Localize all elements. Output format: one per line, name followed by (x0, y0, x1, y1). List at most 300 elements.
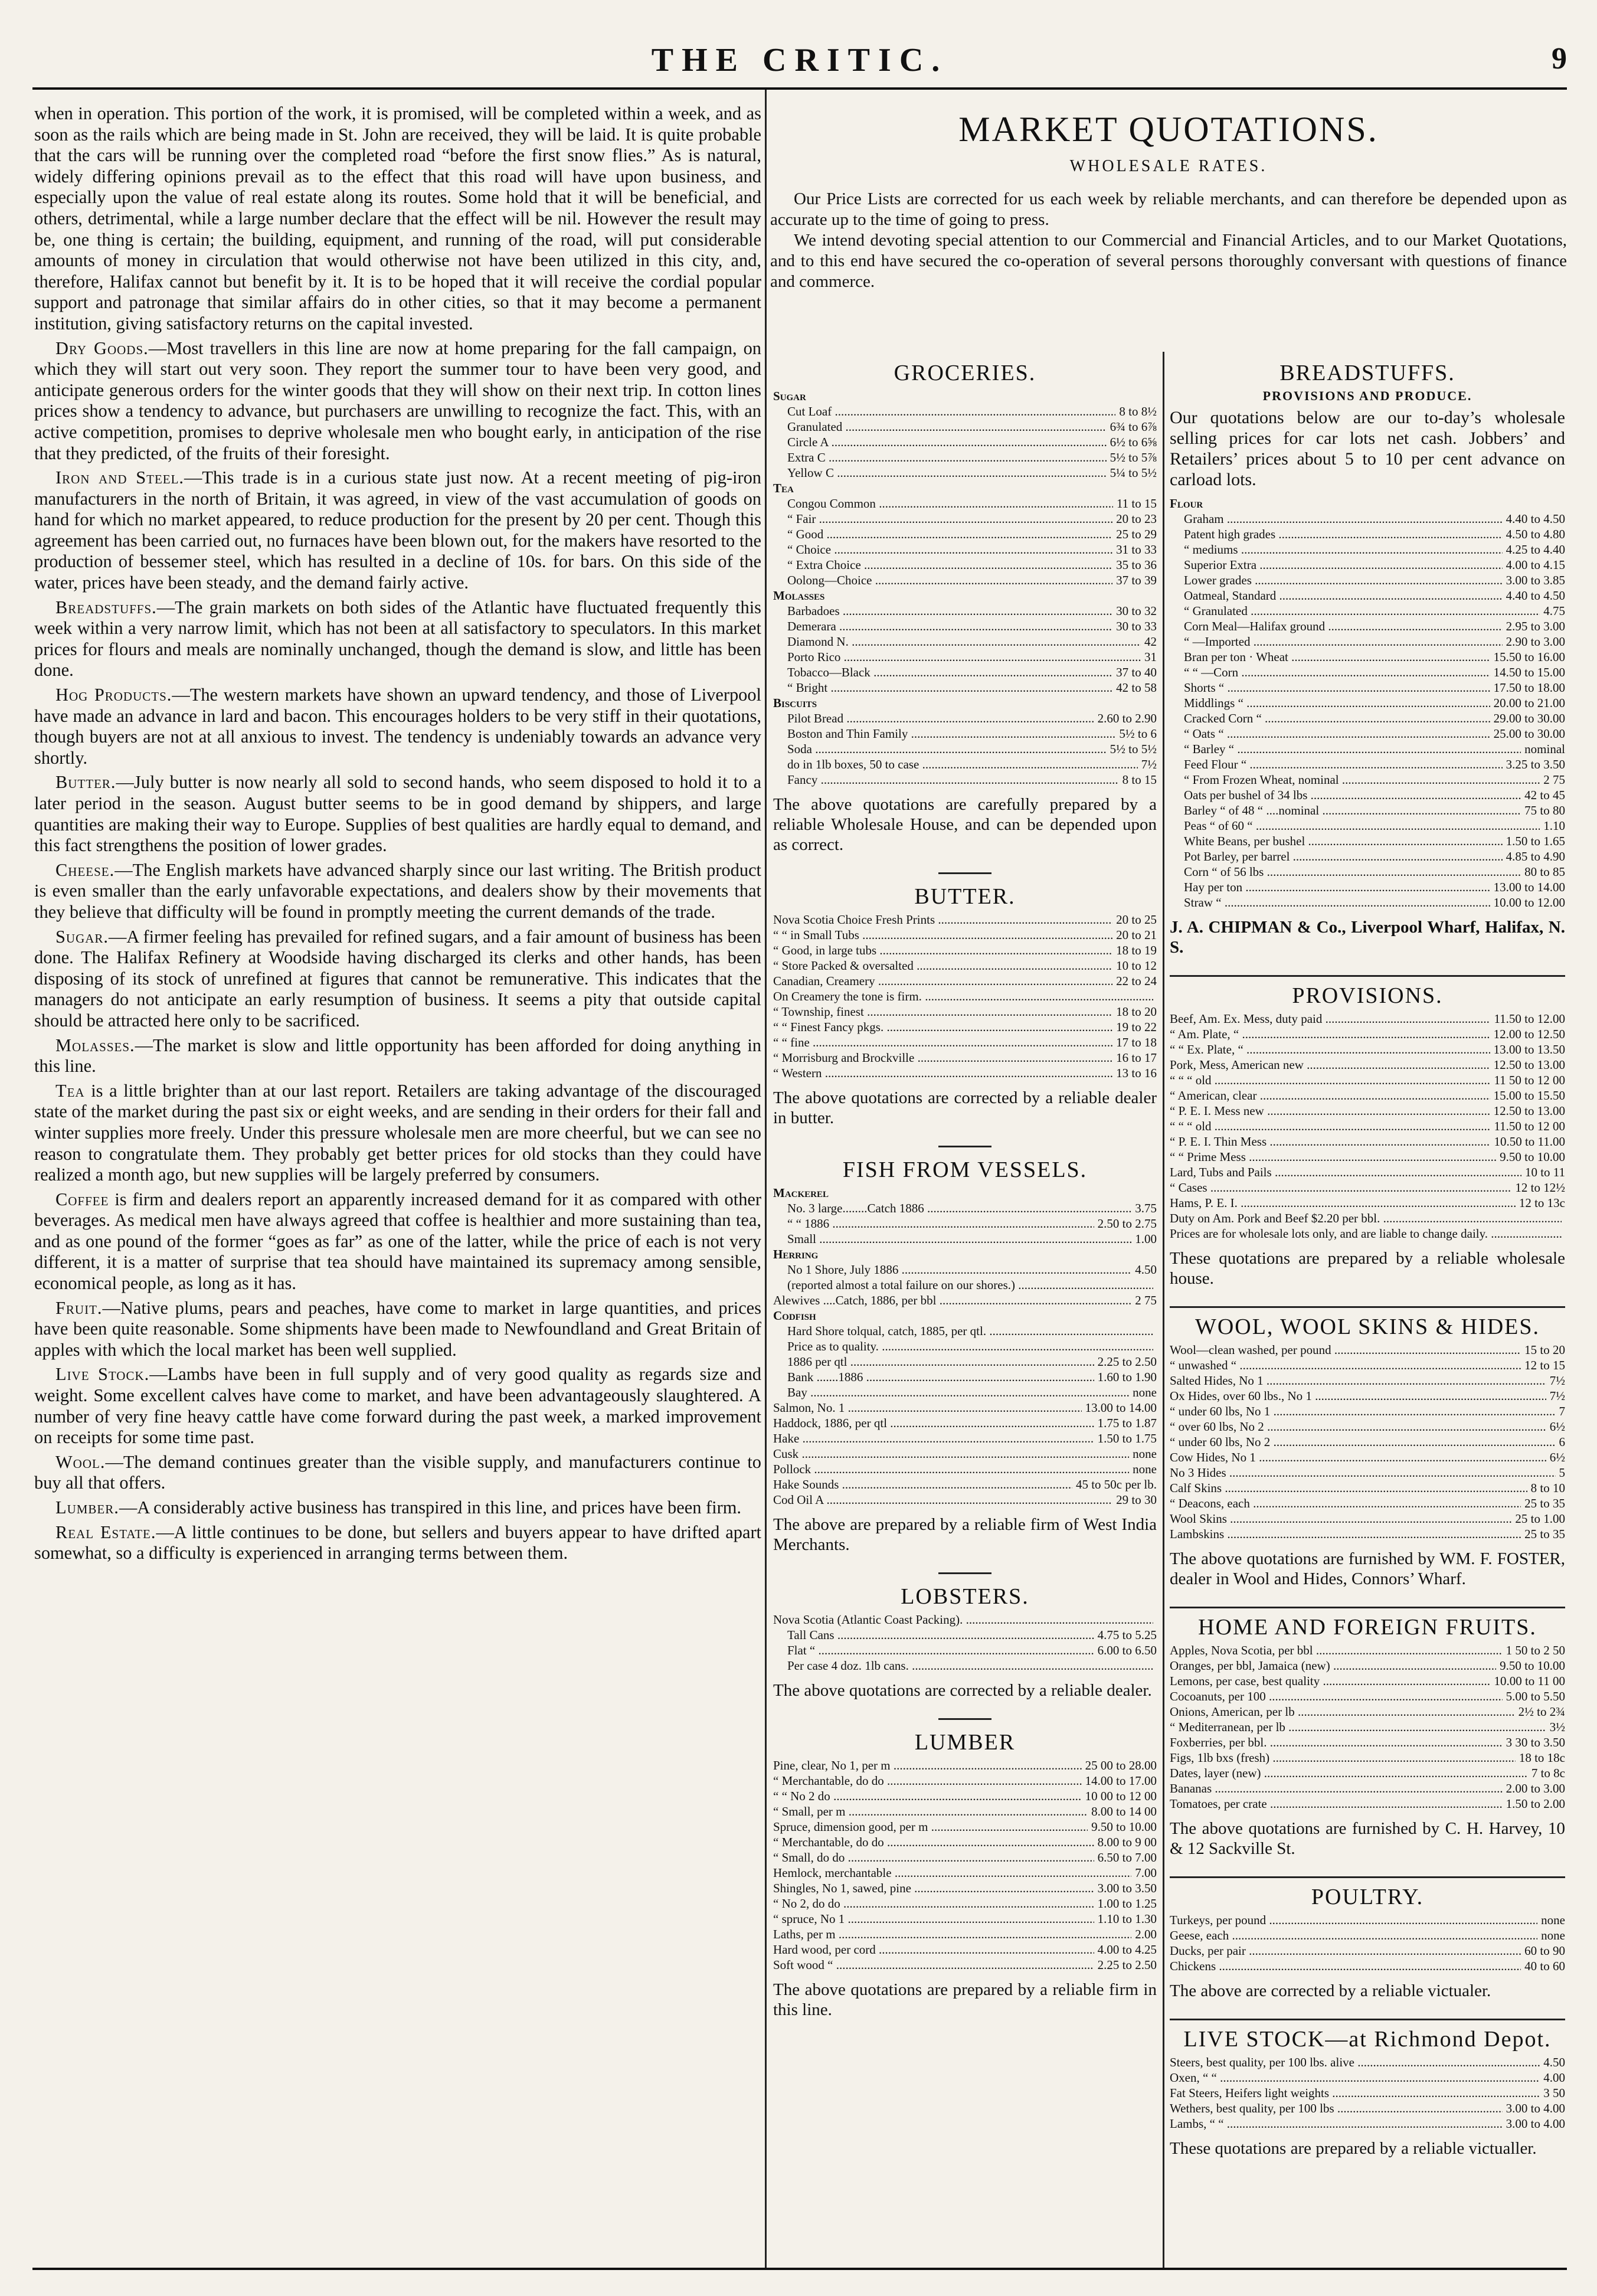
item-price: 1.10 to 1.30 (1097, 1912, 1157, 1926)
item-name: “ “ in Small Tubs ..... (773, 927, 1112, 943)
section-separator (1170, 975, 1565, 977)
article-paragraph (34, 860, 761, 923)
source-note: The above quotations are prepared by a reliable firm in this line. (773, 1980, 1157, 2019)
paragraph-text: —The English markets have advanced sharply since our last writing. The British product is even smaller than the early unfavorable expectations, and dealers show by their movements that they believe that difficulty will be found in promptly meeting the current demands of the trade. (34, 859, 761, 922)
item-name: No 1 Shore, July 1886 ..... (773, 1262, 1131, 1277)
price-row (773, 511, 1157, 526)
item-name: Flour (1170, 496, 1203, 511)
source-note: These quotations are prepared by a reliable victualler. (1170, 2139, 1537, 2158)
price-row (1170, 741, 1565, 757)
item-price: 3.00 to 4.00 (1506, 2101, 1565, 2115)
price-row (1170, 1480, 1565, 1496)
article-paragraph (34, 1298, 761, 1361)
item-name: Haddock, 1886, per qtl ..... (773, 1415, 1094, 1431)
item-price (1153, 480, 1157, 496)
run-in-heading: Cheese. (55, 859, 115, 880)
price-row (773, 927, 1157, 943)
price-row (773, 1262, 1157, 1277)
price-row (773, 1308, 1157, 1323)
price-row (1170, 1211, 1565, 1226)
price-row (773, 1231, 1157, 1247)
item-price: 10.00 to 11 00 (1494, 1674, 1565, 1688)
price-row (773, 480, 1157, 496)
item-price: 2 75 (1543, 773, 1565, 787)
item-price: 2.95 to 3.00 (1506, 619, 1565, 633)
price-row (773, 1461, 1157, 1477)
poultry-section (1170, 1876, 1565, 2001)
item-name: Granulated ..... (773, 419, 1107, 434)
item-name: Bran per ton · Wheat ..... (1170, 649, 1490, 665)
item-price: 4.00 (1543, 2071, 1565, 2085)
item-name: “ Merchantable, do do ..... (773, 1834, 1094, 1850)
item-name: “ Small, per m ..... (773, 1804, 1088, 1819)
commercial-article (34, 103, 761, 1568)
item-price: 20 to 25 (1116, 912, 1157, 927)
price-row (1170, 1765, 1565, 1781)
price-row (773, 741, 1157, 757)
item-name: Flat “ ..... (773, 1643, 1094, 1658)
item-price: 1.50 to 1.65 (1506, 834, 1565, 848)
price-row (1170, 1958, 1565, 1974)
item-name: Molasses (773, 588, 825, 603)
item-name: Porto Rico ..... (773, 649, 1141, 665)
item-price: 8.00 to 9 00 (1097, 1835, 1157, 1849)
price-row (1170, 1750, 1565, 1765)
paragraph-text: —This trade is in a curious state just now. At a recent meeting of pig-iron manufacturers in the north of Britain, it was agreed, in view of the vast accumulation of goods on hand for which no market appeared, to reduce production for the present by 20 per cent. Though this agreement has been carried out, no furnaces have been blown out, for the makers have resorted to the production of bessemer steel, which has resulted in a decline of 10s. for bars. On this side of the water, prices have been steady, and the demand fairly active. (34, 467, 761, 593)
item-price: 10 00 to 12 00 (1085, 1789, 1157, 1803)
item-name: Oolong—Choice ..... (773, 573, 1112, 588)
item-price (1153, 1247, 1157, 1262)
item-price: 9.50 to 10.00 (1091, 1820, 1157, 1834)
price-row (1170, 1796, 1565, 1811)
price-row (773, 912, 1157, 927)
item-name: “ “ 1886 ..... (773, 1216, 1094, 1231)
item-name: “ “ No 2 do ..... (773, 1788, 1082, 1804)
item-price (1562, 1211, 1565, 1226)
price-row (773, 1354, 1157, 1369)
article-paragraph (34, 103, 761, 335)
item-name: Cow Hides, No 1 ..... (1170, 1450, 1546, 1465)
section-separator (1170, 1306, 1565, 1308)
item-price: 5½ to 6 (1119, 727, 1157, 741)
price-row (1170, 1496, 1565, 1511)
item-name: Lambskins ..... (1170, 1526, 1521, 1542)
item-price: 4.25 to 4.40 (1506, 542, 1565, 557)
price-row (1170, 711, 1565, 726)
price-row (773, 973, 1157, 989)
price-row (1170, 895, 1565, 910)
market-intro-paragraph: Our Price Lists are corrected for us each week by reliable merchants, and can therefore be depended upon as accurate up to the time of going to press. (770, 189, 1567, 229)
section-separator (1170, 1607, 1565, 1608)
item-name: “ “ fine ..... (773, 1035, 1112, 1050)
price-row (773, 1819, 1157, 1834)
item-price: 31 (1144, 650, 1157, 664)
item-name: “ Morrisburg and Brockville ..... (773, 1050, 1112, 1065)
market-quotations-header (770, 103, 1567, 292)
run-in-heading: Coffee (55, 1189, 109, 1209)
price-row (773, 1804, 1157, 1819)
price-row (773, 1201, 1157, 1216)
price-row (1170, 1434, 1565, 1450)
item-name: “ Fair ..... (773, 511, 1112, 526)
article-paragraph (34, 467, 761, 594)
item-price: 25 00 to 28.00 (1085, 1758, 1157, 1772)
price-row (1170, 1042, 1565, 1057)
section-title: WOOL, WOOL SKINS & HIDES. (1195, 1314, 1540, 1339)
price-row (1170, 1404, 1565, 1419)
price-row (1170, 665, 1565, 680)
item-price: 1.75 to 1.87 (1097, 1416, 1157, 1430)
article-paragraph (34, 1364, 761, 1448)
price-row (1170, 726, 1565, 741)
item-price: 4.75 to 5.25 (1097, 1628, 1157, 1642)
price-row (773, 1293, 1157, 1308)
section-title: LOBSTERS. (901, 1584, 1029, 1609)
paragraph-text: —July butter is now nearly all sold to second hands, who seem disposed to hold it to a later period in the season. August butter seems to be in good demand by shippers, and large quantities are making their way to Europe. Supplies of best qualities are hardly equal to demand, and this fact strengthens the position of lower grades. (34, 772, 761, 856)
price-row (1170, 588, 1565, 603)
item-name: do in 1lb boxes, 50 to case ..... (773, 757, 1138, 772)
item-name: Spruce, dimension good, per m ..... (773, 1819, 1088, 1834)
price-row (1170, 695, 1565, 711)
newspaper-title: THE CRITIC. (651, 42, 948, 79)
paragraph-text: —Lambs have been in full supply and of very good quality as regards size and weight. Some excellent calves have come to market, and have been advantageously slaughtered. A number of very fine heavy cattle have come forward during the past week, a marked improvement on receipts for some time past. (34, 1364, 761, 1448)
item-price: 20 to 21 (1116, 928, 1157, 942)
item-price: 18 to 19 (1116, 943, 1157, 957)
item-name: Cocoanuts, per 100 ..... (1170, 1689, 1503, 1704)
item-price (1153, 388, 1157, 404)
item-name: Alewives ....Catch, 1886, per bbl ..... (773, 1293, 1131, 1308)
section-separator (938, 1572, 991, 1574)
item-price: 4.00 to 4.15 (1506, 558, 1565, 572)
item-name: “ Cases ..... (1170, 1180, 1511, 1195)
price-row (1170, 649, 1565, 665)
item-name: (reported almost a total failure on our shores.) ..... (773, 1277, 1153, 1293)
section-separator (1170, 2019, 1565, 2020)
price-row (773, 1385, 1157, 1400)
item-price: 11.50 to 12 00 (1494, 1119, 1565, 1133)
price-row (1170, 1526, 1565, 1542)
source-note: The above quotations are furnished by C. H. Harvey, 10 & 12 Sackville St. (1170, 1819, 1565, 1858)
price-row (773, 1658, 1157, 1673)
price-row (1170, 557, 1565, 573)
price-row (1170, 1011, 1565, 1026)
item-name: Wethers, best quality, per 100 lbs ..... (1170, 2101, 1503, 2116)
item-price: 4.40 to 4.50 (1506, 588, 1565, 603)
item-price: 8 to 10 (1530, 1481, 1565, 1495)
item-name: Tobacco—Black ..... (773, 665, 1112, 680)
item-name: Tomatoes, per crate ..... (1170, 1796, 1503, 1811)
item-name: Figs, 1lb bxs (fresh) ..... (1170, 1750, 1516, 1765)
price-row (1170, 849, 1565, 864)
price-row (1170, 680, 1565, 695)
item-name: Diamond N. ..... (773, 634, 1141, 649)
section-title: LIVE STOCK—at Richmond Depot. (1183, 2027, 1552, 2052)
item-name: “ American, clear ..... (1170, 1088, 1490, 1103)
market-quotations-title: MARKET QUOTATIONS. (958, 110, 1379, 149)
price-row (773, 1896, 1157, 1911)
item-price (1153, 1277, 1157, 1293)
item-name: Foxberries, per bbl. ..... (1170, 1735, 1503, 1750)
item-name: No 3 Hides ..... (1170, 1465, 1556, 1480)
item-price (1153, 1185, 1157, 1201)
section-separator (938, 1718, 991, 1720)
price-row (1170, 1057, 1565, 1072)
price-row (773, 1758, 1157, 1773)
item-name: 1886 per qtl ..... (773, 1354, 1094, 1369)
price-row (773, 1446, 1157, 1461)
price-row (1170, 1689, 1565, 1704)
price-row (773, 726, 1157, 741)
section-title: HOME AND FOREIGN FRUITS. (1198, 1615, 1537, 1640)
section-separator (938, 1146, 991, 1147)
item-price (1153, 1323, 1157, 1339)
price-row (773, 1415, 1157, 1431)
price-row (1170, 1465, 1565, 1480)
price-row (1170, 1450, 1565, 1465)
item-name: Extra C ..... (773, 450, 1107, 465)
item-name: “ Oats “ ..... (1170, 726, 1490, 741)
item-name: Barbadoes ..... (773, 603, 1112, 619)
item-price: 29 to 30 (1116, 1493, 1157, 1507)
price-row (773, 680, 1157, 695)
price-row (1170, 833, 1565, 849)
item-name: Shorts “ ..... (1170, 680, 1490, 695)
masthead-rule (32, 87, 1567, 90)
paragraph-text: —The grain markets on both sides of the Atlantic have fluctuated frequently this week within a very narrow limit, which has not been at all satisfactory to speculators. In this market prices for flours and meals are nominally unchanged, though the demand is slow, and little has been done. (34, 597, 761, 681)
run-in-heading: Breadstuffs. (55, 597, 157, 617)
price-row (773, 1942, 1157, 1957)
item-price: 20.00 to 21.00 (1493, 696, 1565, 710)
item-name: “ Merchantable, do do ..... (773, 1773, 1082, 1788)
price-row (1170, 2055, 1565, 2070)
item-price: 7½ (1141, 757, 1157, 771)
price-row (1170, 1912, 1565, 1928)
price-row (773, 1834, 1157, 1850)
item-price: 4.00 to 4.25 (1097, 1942, 1157, 1957)
item-name: Apples, Nova Scotia, per bbl ..... (1170, 1643, 1503, 1658)
section-title: LUMBER (914, 1730, 1016, 1755)
item-price: 6¾ to 6⅞ (1110, 420, 1157, 434)
paragraph-text: —Native plums, pears and peaches, have come to market in large quantities, and prices have been quite reasonable. Some shipments have been made to Newfoundland and Great Britain of apples with which the local market has been well supplied. (34, 1297, 761, 1360)
item-name: Nova Scotia Choice Fresh Prints ..... (773, 912, 1112, 927)
paragraph-text: —The demand continues greater than the visible supply, and manufacturers continue to buy all that offers. (34, 1451, 761, 1493)
breadstuffs-section (1170, 360, 1565, 957)
item-name: Ox Hides, over 60 lbs., No 1 ..... (1170, 1388, 1546, 1404)
item-name: Ducks, per pair ..... (1170, 1943, 1521, 1958)
item-price: 5½ to 5½ (1110, 742, 1157, 756)
item-price: 7½ (1549, 1373, 1565, 1388)
price-row (1170, 1719, 1565, 1735)
price-row (1170, 1149, 1565, 1165)
item-name: “ Extra Choice ..... (773, 557, 1112, 573)
item-name: “ “ —Corn ..... (1170, 665, 1490, 680)
run-in-heading: Iron and Steel. (55, 467, 185, 488)
wool-section (1170, 1306, 1565, 1589)
price-row (1170, 879, 1565, 895)
item-price: 18 to 18c (1519, 1751, 1565, 1765)
item-price: 2.25 to 2.50 (1097, 1958, 1157, 1972)
item-name: Calf Skins ..... (1170, 1480, 1527, 1496)
price-row (1170, 1134, 1565, 1149)
item-name: Herring (773, 1247, 819, 1261)
item-name: “ “ “ old ..... (1170, 1118, 1490, 1134)
item-price: 8 to 15 (1122, 773, 1157, 787)
item-price: 5.00 to 5.50 (1506, 1689, 1565, 1703)
item-name: Pollock ..... (773, 1461, 1129, 1477)
price-row (773, 711, 1157, 726)
item-price: 4.50 to 4.80 (1506, 527, 1565, 541)
item-price: 25 to 1.00 (1515, 1512, 1565, 1526)
price-row (1170, 1180, 1565, 1195)
item-price: 40 to 60 (1524, 1959, 1565, 1973)
price-row (1170, 2116, 1565, 2131)
item-price: 12 to 13c (1519, 1196, 1565, 1210)
price-row (773, 1035, 1157, 1050)
section-subtitle: PROVISIONS AND PRODUCE. (1262, 388, 1472, 403)
quotations-column-left (773, 354, 1157, 2037)
item-price: 35 to 36 (1116, 558, 1157, 572)
run-in-heading: Lumber. (55, 1497, 119, 1517)
item-price: 13.00 to 14.00 (1493, 880, 1565, 894)
item-name: Biscuits (773, 696, 817, 710)
price-row (773, 573, 1157, 588)
item-price: 20 to 23 (1116, 512, 1157, 526)
item-name: Dates, layer (new) ..... (1170, 1765, 1528, 1781)
price-row (1170, 1195, 1565, 1211)
item-price (1153, 695, 1157, 711)
price-row (773, 1492, 1157, 1507)
price-row (773, 1643, 1157, 1658)
price-row (773, 450, 1157, 465)
item-price: 6.00 to 6.50 (1097, 1643, 1157, 1657)
item-price: 12 to 12½ (1515, 1180, 1565, 1195)
price-row (773, 557, 1157, 573)
item-price: none (1541, 1928, 1565, 1942)
item-price: 37 to 40 (1116, 665, 1157, 679)
item-name: Canadian, Creamery ..... (773, 973, 1112, 989)
item-price: 1.00 (1135, 1232, 1157, 1246)
item-price: 17.50 to 18.00 (1493, 681, 1565, 695)
price-row (1170, 1118, 1565, 1134)
item-name: Fat Steers, Heifers light weights ..... (1170, 2085, 1540, 2101)
price-row (1170, 603, 1565, 619)
item-price: 14.00 to 17.00 (1085, 1774, 1157, 1788)
item-name: Bananas ..... (1170, 1781, 1503, 1796)
price-row (773, 1911, 1157, 1927)
item-price: 7½ (1549, 1389, 1565, 1403)
item-price: 1.50 to 2.00 (1506, 1797, 1565, 1811)
price-row (1170, 619, 1565, 634)
item-price: 2.50 to 2.75 (1097, 1216, 1157, 1231)
item-name: Geese, each ..... (1170, 1928, 1537, 1943)
item-price: 4.85 to 4.90 (1506, 849, 1565, 864)
price-row (1170, 1088, 1565, 1103)
item-price: 10 to 12 (1116, 959, 1157, 973)
price-row (773, 404, 1157, 419)
price-row (773, 634, 1157, 649)
item-price: 13.00 to 13.50 (1493, 1042, 1565, 1057)
price-row (773, 1957, 1157, 1973)
source-note: J. A. CHIPMAN & Co., Liverpool Wharf, Halifax, N. S. (1170, 918, 1565, 957)
item-price: 1.10 (1543, 819, 1565, 833)
paragraph-text: —The market is slow and little opportunity has been afforded for doing anything in this line. (34, 1035, 761, 1077)
run-in-heading: Wool. (55, 1451, 106, 1472)
lobsters-section (773, 1572, 1157, 1700)
item-price: 11 50 to 12 00 (1494, 1073, 1565, 1087)
item-price: 25 to 35 (1524, 1496, 1565, 1510)
item-name: White Beans, per bushel ..... (1170, 833, 1503, 849)
price-row (773, 388, 1157, 404)
price-row (773, 1185, 1157, 1201)
run-in-heading: Tea (55, 1080, 85, 1101)
item-name: Barley “ of 48 “ ....nominal ..... (1170, 803, 1521, 818)
item-price: 13 to 16 (1116, 1066, 1157, 1080)
item-name: Oranges, per bbl, Jamaica (new) ..... (1170, 1658, 1496, 1673)
item-name: Small ..... (773, 1231, 1131, 1247)
item-name: Pilot Bread ..... (773, 711, 1094, 726)
item-price: 4.50 (1543, 2055, 1565, 2069)
item-name: “ Mediterranean, per lb ..... (1170, 1719, 1546, 1735)
item-name: Pork, Mess, American new ..... (1170, 1057, 1490, 1072)
item-price (1562, 496, 1565, 511)
price-row (773, 1880, 1157, 1896)
price-row (1170, 787, 1565, 803)
item-name: Straw “ ..... (1170, 895, 1490, 910)
item-price: 3.00 to 3.50 (1097, 1881, 1157, 1895)
item-price: 16 to 17 (1116, 1051, 1157, 1065)
item-name: Middlings “ ..... (1170, 695, 1490, 711)
paragraph-text: is firm and dealers report an apparently increased demand for it as compared with other beverages. As medical men have always agreed that coffee is healthier and more sustaining than tea, and as one pound of the former “goes as far” as one of the latter, while the price of each is not very different, it is a matter of surprise that tea should have maintained its supremacy among sensible, economical people, as long as it has. (34, 1189, 761, 1294)
bottom-rule (32, 2268, 1567, 2270)
item-name: Corn Meal—Halifax ground ..... (1170, 619, 1503, 634)
price-row (773, 496, 1157, 511)
item-price: 4.50 (1135, 1263, 1157, 1277)
price-row (773, 1050, 1157, 1065)
item-price: 25 to 29 (1116, 527, 1157, 541)
item-name: “ “ Ex. Plate, “ ..... (1170, 1042, 1490, 1057)
item-name: “ Granulated ..... (1170, 603, 1540, 619)
item-name: Feed Flour “ ..... (1170, 757, 1503, 772)
item-name: Sugar (773, 389, 806, 403)
item-name: Yellow C ..... (773, 465, 1107, 480)
item-name: Tall Cans ..... (773, 1627, 1094, 1643)
price-row (773, 465, 1157, 480)
item-name: Chickens ..... (1170, 1958, 1521, 1974)
fruits-section (1170, 1607, 1565, 1859)
price-row (1170, 757, 1565, 772)
item-price: 2 75 (1135, 1293, 1157, 1307)
section-title: PROVISIONS. (1292, 983, 1443, 1008)
item-name: Cut Loaf ..... (773, 404, 1115, 419)
item-name: Lower grades ..... (1170, 573, 1503, 588)
item-price: 12.50 to 13.00 (1493, 1058, 1565, 1072)
item-name: Patent high grades ..... (1170, 526, 1503, 542)
price-row (1170, 1781, 1565, 1796)
price-row (1170, 496, 1565, 511)
item-name: Onions, American, per lb ..... (1170, 1704, 1515, 1719)
butter-section (773, 872, 1157, 1128)
item-price: 11.50 to 12.00 (1494, 1012, 1565, 1026)
price-row (1170, 1358, 1565, 1373)
section-title: BREADSTUFFS. (1279, 361, 1455, 385)
item-name: Shingles, No 1, sawed, pine ..... (773, 1880, 1094, 1896)
price-row (1170, 1643, 1565, 1658)
item-price: 18 to 20 (1116, 1005, 1157, 1019)
groceries-section (773, 360, 1157, 855)
page-number: 9 (1552, 42, 1567, 76)
item-name: Hay per ton ..... (1170, 879, 1490, 895)
article-paragraph (34, 1081, 761, 1186)
